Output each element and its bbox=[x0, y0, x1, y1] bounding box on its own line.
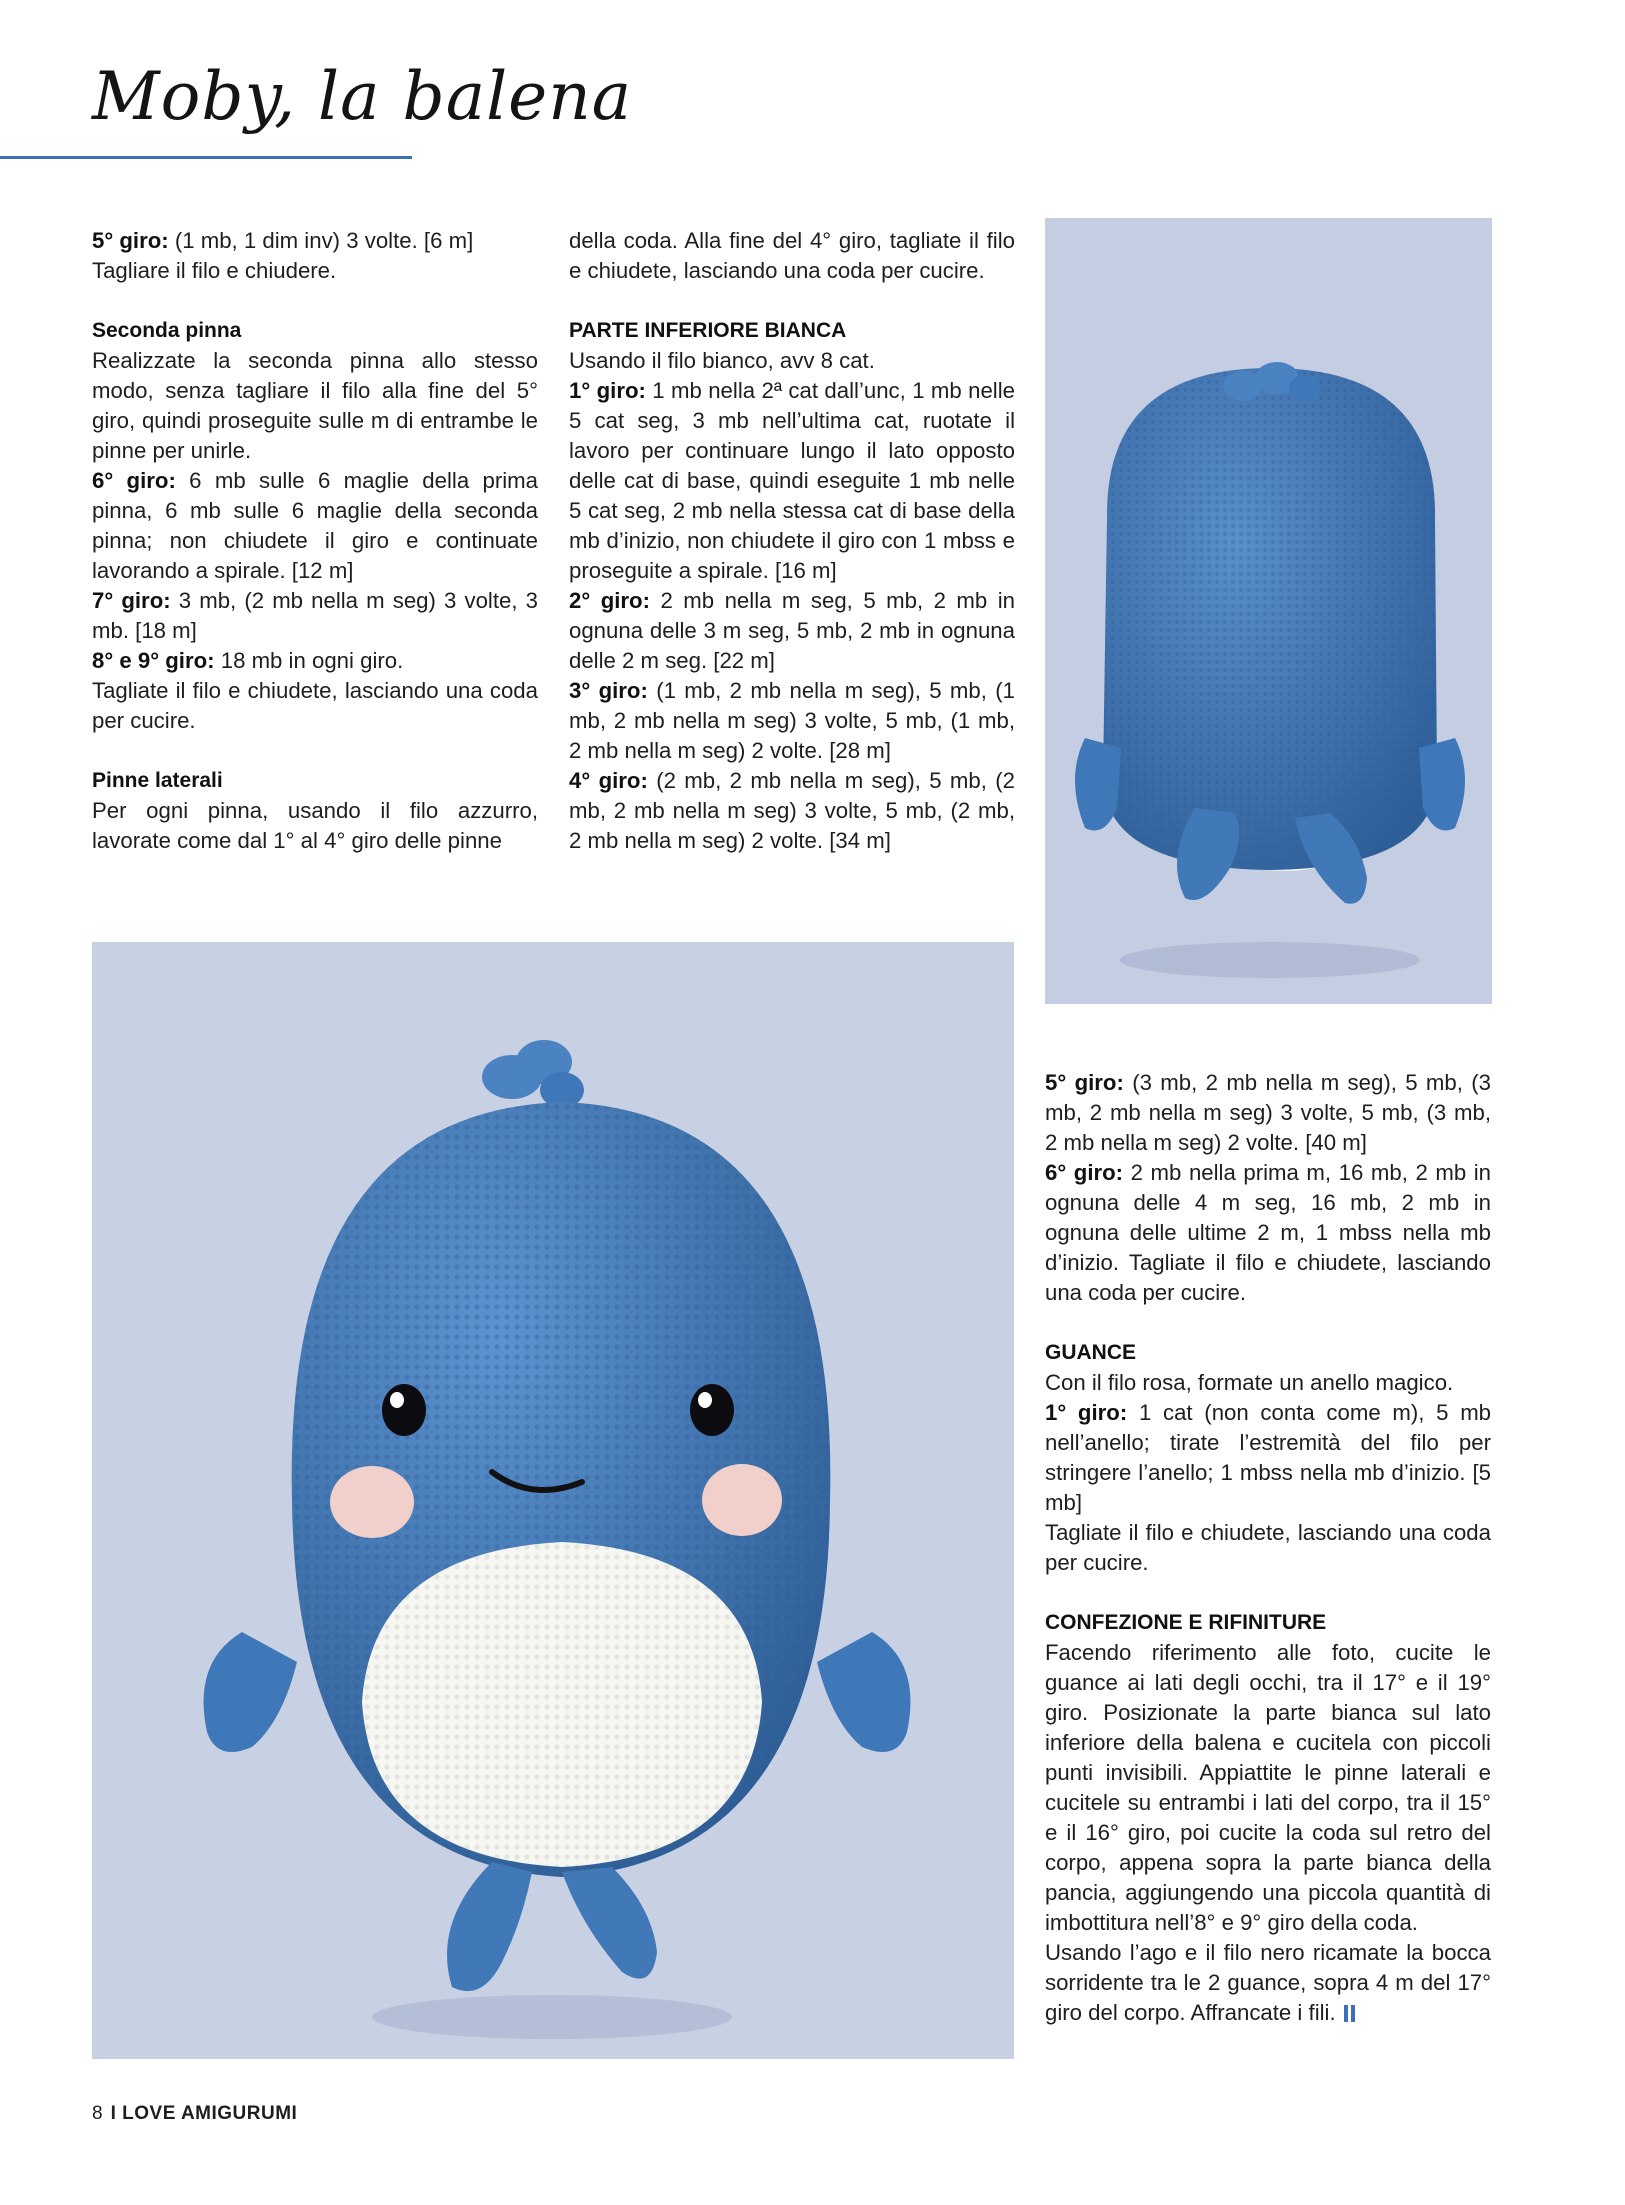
guance-finish: Tagliate il filo e chiudete, lasciando una coda per cucire. bbox=[1045, 1520, 1491, 1575]
belly-round-1: 1° giro: 1 mb nella 2ª cat dall’unc, 1 mb nelle 5 cat seg, 3 mb nell’ultima cat, ruotate il lavoro per continuare lungo il lato opposto delle cat di base, quindi eseguite 1 mb nelle 5 cat seg, 2 mb nella stessa cat di base della mb d’inizio, non chiudete il giro con 1 mbss e proseguite a spirale. [16 m] bbox=[569, 378, 1016, 583]
page-footer bbox=[92, 2102, 297, 2126]
end-of-article-icon bbox=[1344, 2005, 1355, 2022]
heading-parte-inferiore: PARTE INFERIORE BIANCA bbox=[569, 319, 847, 342]
cut-yarn-note: Tagliare il filo e chiudere. bbox=[92, 258, 337, 283]
belly-round-5: 5° giro: (3 mb, 2 mb nella m seg), 5 mb, (3 mb, 2 mb nella m seg) 3 volte, 5 mb, (3 mb, 2 mb nella m seg) 2 volte. [40 m] bbox=[1045, 1070, 1491, 1155]
heading-pinne-laterali: Pinne laterali bbox=[92, 769, 223, 792]
round-5-instruction: 5° giro: (1 mb, 1 dim inv) 3 volte. [6 m] bbox=[92, 228, 474, 253]
guance-round-1: 1° giro: 1 cat (non conta come m), 5 mb nell’anello; tirate l’estremità del filo per stringere l’anello; 1 mbss nella mb d’inizio. [5 mb] bbox=[1045, 1400, 1492, 1515]
pinne-laterali-text: Per ogni pinna, usando il filo azzurro, lavorate come dal 1° al 4° giro delle pinne bbox=[92, 798, 538, 853]
parte-inferiore-intro: Usando il filo bianco, avv 8 cat. bbox=[569, 348, 875, 373]
heading-guance: GUANCE bbox=[1045, 1341, 1137, 1364]
coda-continuation: della coda. Alla fine del 4° giro, tagliate il filo e chiudete, lasciando una coda per cucire. bbox=[569, 228, 1015, 283]
heading-seconda-pinna: Seconda pinna bbox=[92, 319, 242, 342]
whale-front-illustration bbox=[92, 942, 1014, 2059]
page-number: 8 bbox=[92, 2103, 103, 2124]
whale-back-illustration bbox=[1045, 218, 1492, 1004]
belly-round-4: 4° giro: (2 mb, 2 mb nella m seg), 5 mb, (2 mb, 2 mb nella m seg) 3 volte, 5 mb, (2 mb, 2 mb nella m seg) 2 volte. [34 m] bbox=[569, 768, 1015, 853]
photo-whale-back bbox=[1045, 218, 1492, 1004]
title-underline bbox=[0, 156, 412, 159]
round-7-instruction: 7° giro: 3 mb, (2 mb nella m seg) 3 volte, 3 mb. [18 m] bbox=[92, 588, 538, 643]
column-left bbox=[92, 226, 538, 856]
belly-round-2: 2° giro: 2 mb nella m seg, 5 mb, 2 mb in ognuna delle 3 m seg, 5 mb, 2 mb in ognuna delle 2 m seg. [22 m] bbox=[569, 588, 1015, 673]
photo-whale-front bbox=[92, 942, 1014, 2059]
heading-confezione: CONFEZIONE E RIFINITURE bbox=[1045, 1611, 1327, 1634]
round-8-9-instruction: 8° e 9° giro: 18 mb in ogni giro. bbox=[92, 648, 404, 673]
final-instruction: Usando l’ago e il filo nero ricamate la bocca sorridente tra le 2 guance, sopra 4 m del 17° giro del corpo. Affrancate i fili. bbox=[1045, 1940, 1491, 2025]
column-middle bbox=[569, 226, 1015, 856]
finish-note: Tagliate il filo e chiudete, lasciando una coda per cucire. bbox=[92, 678, 538, 733]
magazine-name: I LOVE AMIGURUMI bbox=[110, 2103, 298, 2124]
confezione-text: Facendo riferimento alle foto, cucite le guance ai lati degli occhi, tra il 17° e il 19° giro. Posizionate la parte bianca sul lato inferiore della balena e cucitela con piccoli punti invisibili. Appiattite le pinne laterali e cucitele su entrambi i lati del corpo, tra il 15° e il 16° giro, poi cucite la coda sul retro del corpo, appena sopra la parte bianca della pancia, aggiungendo una piccola quantità di imbottitura nell’8° e 9° giro della coda. bbox=[1045, 1640, 1491, 1935]
belly-round-6: 6° giro: 2 mb nella prima m, 16 mb, 2 mb in ognuna delle 4 m seg, 16 mb, 2 mb in ognuna delle ultime 2 m, 1 mbss nella mb d’inizio. Tagliate il filo e chiudete, lasciando una coda per cucire. bbox=[1045, 1160, 1492, 1305]
page-title: Moby, la balena bbox=[92, 58, 633, 135]
belly-round-3: 3° giro: (1 mb, 2 mb nella m seg), 5 mb, (1 mb, 2 mb nella m seg) 3 volte, 5 mb, (1 mb, 2 mb nella m seg) 2 volte. [28 m] bbox=[569, 678, 1015, 763]
guance-intro: Con il filo rosa, formate un anello magico. bbox=[1045, 1370, 1454, 1395]
round-6-instruction: 6° giro: 6 mb sulle 6 maglie della prima pinna, 6 mb sulle 6 maglie della seconda pinna; non chiudete il giro e continuate lavorando a spirale. [12 m] bbox=[92, 468, 538, 583]
seconda-pinna-text: Realizzate la seconda pinna allo stesso modo, senza tagliare il filo alla fine del 5° giro, quindi proseguite sulle m di entrambe le pinne per unirle. bbox=[92, 348, 538, 463]
column-right bbox=[1045, 1068, 1491, 2028]
